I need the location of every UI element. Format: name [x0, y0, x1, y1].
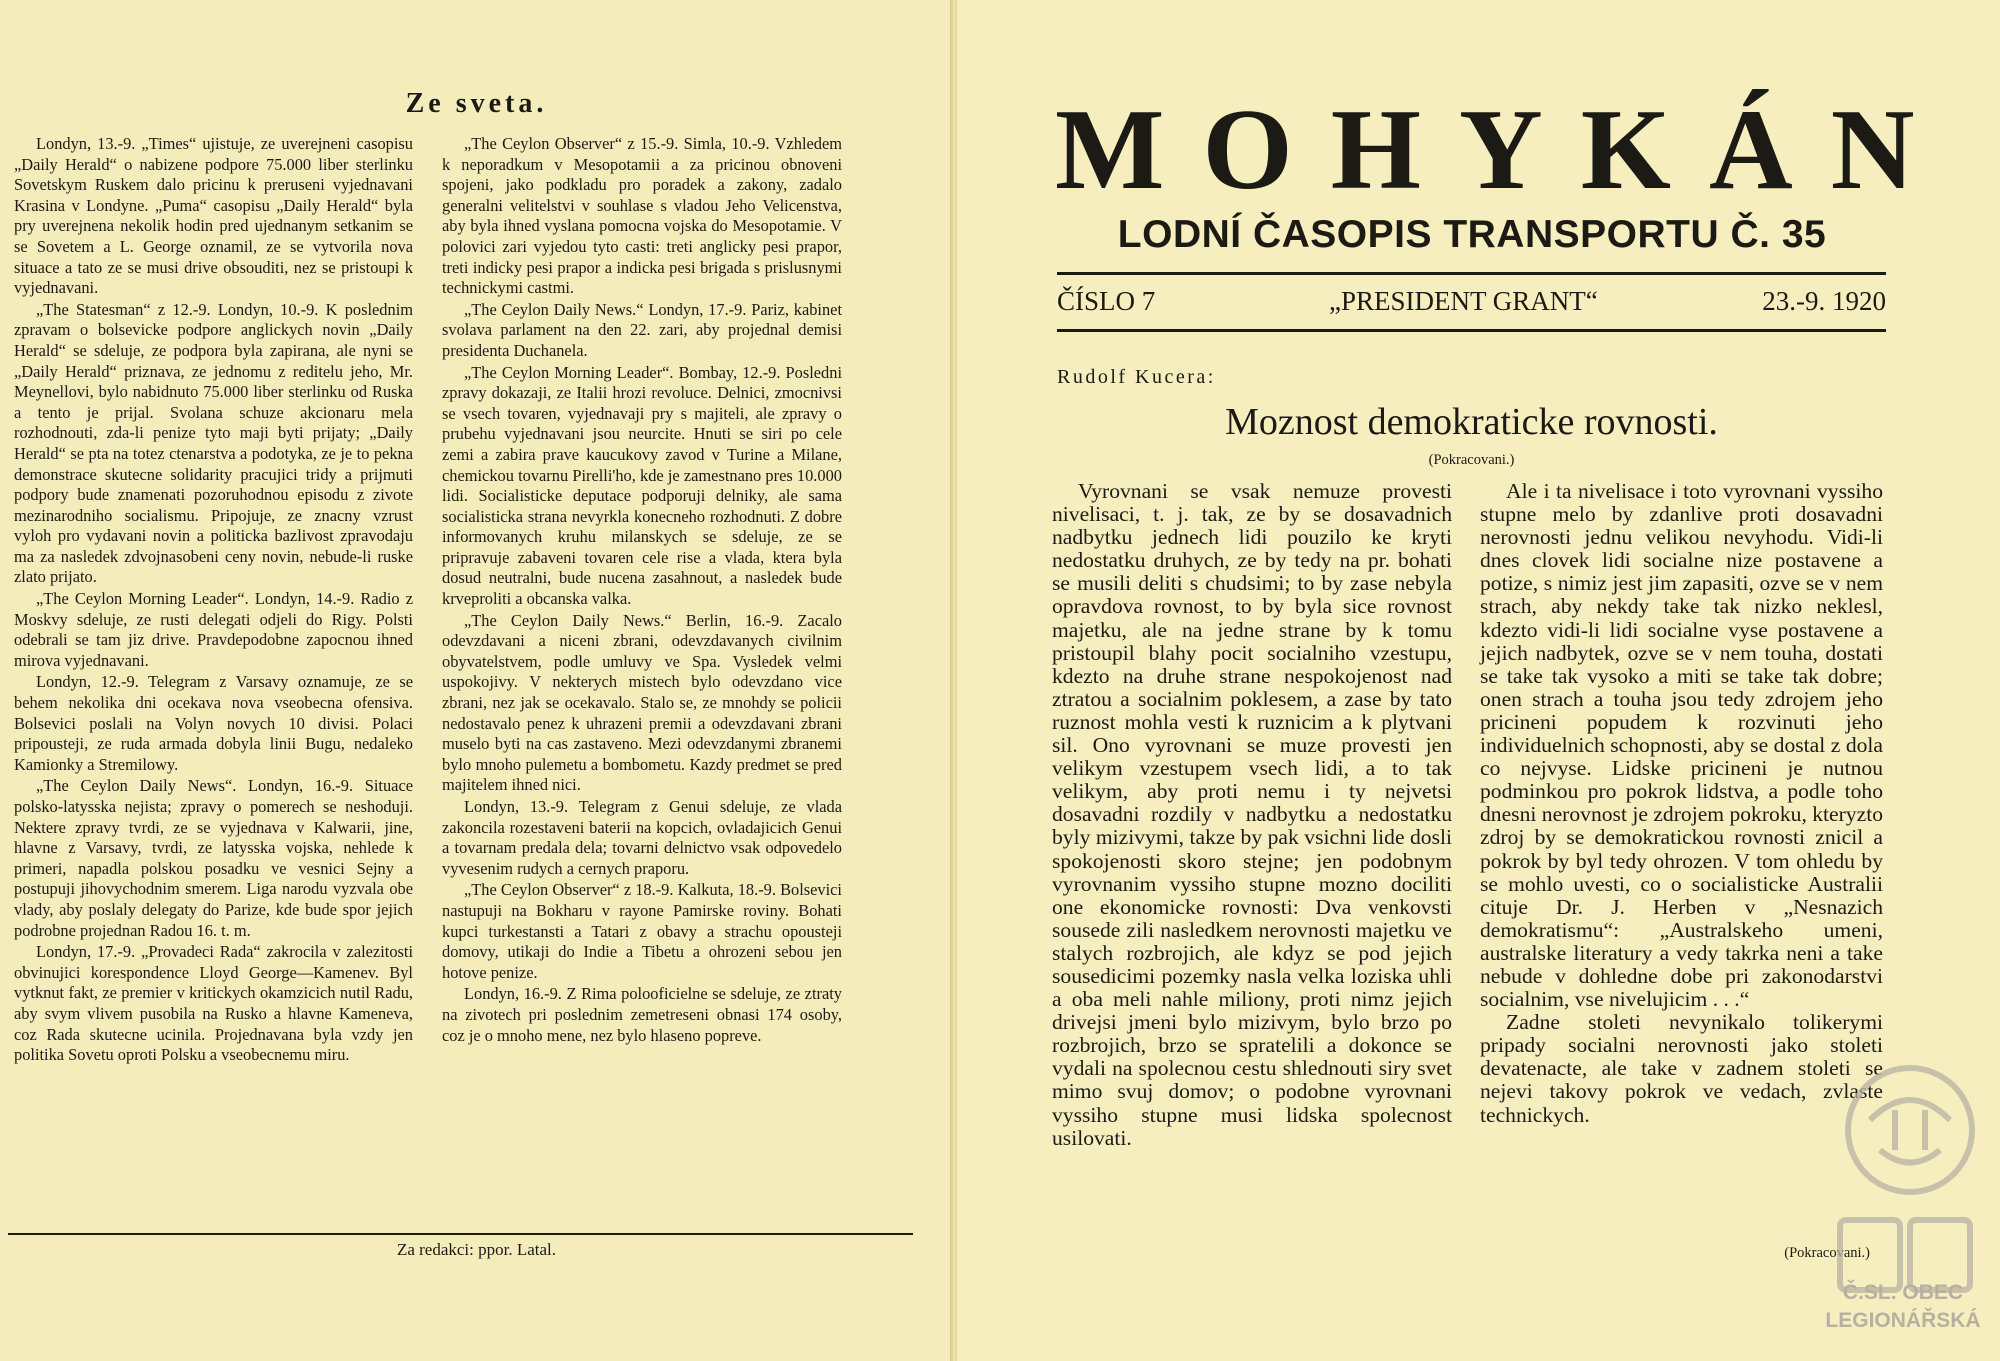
news-item: Londyn, 16.-9. Z Rima polooficielne se sdeluje, ze ztraty na zivotech pri poslednim zemetreseni obnasi 174 osoby, coz je o mnoho mene, nez bylo hlaseno popreve.	[442, 984, 842, 1045]
news-item: „The Ceylon Observer“ z 15.-9. Simla, 10.-9. Vzhledem k neporadkum v Mesopotamii a za pricinou obnoveni spojeni, jako podkladu pro poradek a zakony, zadalo generalni velitelstvi v souhlase s vladou Jeho Velicenstva, aby byla ihned vyslana pomocna vojska do Mesopotamie. V polovici zari vyjedou tyto casti: treti anglicky pesi prapor, treti indicky pesi prapor a indicka pesi brigada s prislusnymi technickymi castmi.	[442, 134, 842, 298]
article-title: Moznost demokraticke rovnosti.	[1225, 401, 1718, 443]
header-rule-bottom	[1057, 329, 1886, 332]
news-item: „The Ceylon Daily News.“ Londyn, 17.-9. Pariz, kabinet svolava parlament na den 22. zari, aby projednal demisi presidenta Duchanela.	[442, 299, 842, 360]
watermark-line-2: LEGIONÁŘSKÁ	[1825, 1309, 1981, 1332]
header-rule-top	[1057, 272, 1886, 275]
news-item: „The Ceylon Observer“ z 18.-9. Kalkuta, 18.-9. Bolsevici nastupuji na Bokharu v rayone Pamirske roviny. Bohati kupci turkestansti a Tatari z obavy a strachu opousteji domovy, utikaji do Indie a Tibetu a ohrozeni sebou jen hotove penize.	[442, 880, 842, 982]
article-paragraph: Vyrovnani se vsak nemuze provesti nivelisaci, t. j. tak, ze by se dosavadnich nadbytku jednech lidi pouzilo ke kryti nedostatku druhych, ze by tedy na pr. bohati se musili deliti s chudsimi; to by zase nebyla opravdova rovnost, to by byla sice rovnost majetku, ale na jedne strane by k tomu pristoupil blahy pocit socialniho vzestupu, kdezto na druhe strane nespokojenost nad ztratou a socialnim poklesem, a zase by tato ruznost mohla vesti k ruznicim a k plytvani sil. Ono vyrovnani se muze provesti jen velikym vzestupem vsech lidi, a to tak velikym, aby proti nemu i ty nejvetsi dosavadni rozdily v nadbytku a nedostatku byly mizivymi, takze by pak vsichni lide dosli spokojenosti skoro stejne; jen podobnym vyrovnanim vyssiho stupne mozno dociliti one ekonomicke rovnosti: Dva venkovsti sousede zili nasledkem nerovnosti majetku ve stalych rozbrojich, ale kdyz se pod jejich sousedicimi pozemky nasla velka loziska uhli a oba meli nahle miliony, proti nimz jejich drivejsi jmeni bylo mizivym, bylo brzo po rozbrojich, brzo se spratelili a dokonce se vydali na spolecnou cestu shlednouti siry svet mimo svuj domov; o podobne vyrovnani vyssiho stupne musi lidska spolecnost usilovati.	[1052, 479, 1452, 1150]
article-column-1	[1052, 480, 1452, 1150]
section-heading: Ze sveta.	[405, 88, 548, 119]
editor-credit: Za redakci: ppor. Latal.	[396, 1240, 557, 1259]
news-item: „The Ceylon Daily News.“ Berlin, 16.-9. Zacalo odevzdavani a niceni zbrani, odevzdavanych civilnim obyvatelstvem, podle umluvy ve Spa. Vysledek velmi uspokojivy. V nekterych mistech bylo odevzdano vice zbrani, nez jak se ocekavalo. Stalo se, ze mnohdy se policii nedostavalo penez k uhrazeni premii a odevzdavani zbrani muselo byti na cas zastaveno. Mezi odevzdanymi zbranemi bylo mnoho pulemetu a bombometu. Kazdy predmet se pred majitelem ihned nici.	[442, 610, 842, 795]
ship-name: „PRESIDENT GRANT“	[1329, 286, 1598, 316]
article-column-2	[1480, 480, 1883, 1127]
news-item: „The Ceylon Daily News“. Londyn, 16.-9. Situace polsko-latysska nejista; zpravy o pomerech se neshoduji. Nektere zpravy tvrdi, ze se vyjednava v Kalwarii, jine, hlavne z Varsavy, tvrdi, ze latysska vojska, nehlede k primeri, napadla polskou posadku ve vesnici Sejny a postupuji jihovychodnim smerem. Liga narodu vyzvala obe vlady, aby poslaly delegaty do Parize, kde bude spor jejich podrobne projednan Radou 16. t. m.	[14, 776, 413, 940]
article-paragraph: Ale i ta nivelisace i toto vyrovnani vyssiho stupne melo by zdanlive proti dosavadni nerovnosti jednu velikou nevyhodu. Vidi-li dnes clovek lidi socialne nize postavene a potize, s nimiz jest jim zapasiti, ozve se v nem strach, aby nekdy take tak nizko neklesl, kdezto vidi-li lidi socialne vyse postavene a jejich nadbytek, ozve se v nem touha, dostati se take tak vysoko a miti se take tak dobre; onen strach a touha jsou tedy zdrojem jeho pricineni popudem k rozvinuti jeho individuelnich schopnosti, aby se dostal z dola co nejvyse. Lidske pricineni je nutnou podminkou pro pokrok lidstva, a podle toho dnesni nerovnost je zdrojem pokroku, kteryzto zdroj by se demokratickou rovnosti znicil a pokrok by byl tedy ohrozen. V tom ohledu by se mohlo uvesti, co o socialisticke Australii cituje Dr. J. Herben v „Nesnazich demokratismu“: „Australskeho umeni, australske literatury a vedy takrka neni a take nebude v dohledne dobe pri zakonodarstvi socialnim, vse nivelujicim . . .“	[1480, 479, 1883, 1012]
masthead-title: MOHYKÁN	[1055, 86, 1953, 214]
news-item: „The Ceylon Morning Leader“. Londyn, 14.-9. Radio z Moskvy sdeluje, ze rusti delegati odjeli do Rigy. Polsti odebrali se tam jiz drive. Pravdepodobne zapocnou ihned mirova vyjednavani.	[14, 589, 413, 670]
watermark-line-1: Č.SL. OBEC	[1842, 1281, 1964, 1304]
news-item: Londyn, 12.-9. Telegram z Varsavy oznamuje, ze se behem nekolika dni ocekava nova vseobecna ofensiva. Bolsevici poslali na Volyn novych 10 divisi. Polaci pripousteji, ze ruda armada dobyla linii Bugu, nedaleko Kamionky a Stremilowy.	[14, 672, 413, 774]
article-author: Rudolf Kucera:	[1057, 366, 1216, 388]
left-page	[0, 0, 953, 1361]
news-item: Londyn, 13.-9. Telegram z Genui sdeluje, ze vlada zakoncila rozestaveni baterii na kopcich, ovladajicich Genui a tovarnam predala dela; tovarni delnictvo vsak odpovedelo vyvesenim rudych a cernych praporu.	[442, 797, 842, 878]
news-column-2	[442, 134, 842, 1047]
news-item: Londyn, 17.-9. „Provadeci Rada“ zakrocila v zalezitosti obvinujici korespondence Lloyd George—Kamenev. Byl vytknut fakt, ze premier v kritickych okamzicich nutil Radu, aby svym vlivem pusobila na Rusko a hlavne Kameneva, coz Rada skutecne ucinila. Projednavana byla vzdy jen politika Sovetu oproti Polsku a vseobecnemu miru.	[14, 942, 413, 1065]
news-item: „The Ceylon Morning Leader“. Bombay, 12.-9. Posledni zpravy dokazaji, ze Italii hrozi revoluce. Delnici, zmocnivsi se vsech tovaren, vyjednavaji pry s majiteli, ale zpravy o prubehu vyjednavani jsou neurcite. Hnuti se siri po cele zemi a zabira prave kaucukovy zavod v Turine a Milane, chemickou tovarnu Pirelli'ho, kde je zamestnano pres 10.000 lidi. Socialisticke deputace podporuji delniky, ale sama socialisticka strana nevyrkla konecneho rozhodnuti. Z dobre informovanych kruhu milanskych se sdeluje, ze se pripravuje zabaveni tovaren cele rise a vlada, ktera byla dosud neutralni, bude nucena zasahnout, a nasledek bude krveproliti a obcanska valka.	[442, 362, 842, 609]
bottom-rule	[8, 1233, 913, 1235]
news-item: Londyn, 13.-9. „Times“ ujistuje, ze uverejneni casopisu „Daily Herald“ o nabizene podpore 75.000 liber sterlinku Sovetskym Ruskem dalo pricinu k preruseni vyjednavani Krasina v Londyne. „Puma“ casopisu „Daily Herald“ byla pry uverejnena nekolik hodin pred ujednanym setkanim se se Sovetem a L. George oznamil, ze se vytvorila nova situace a tato ze se musi drive obsouditi, nez se pristoupi k vyjednavani.	[14, 134, 413, 298]
continued-note-end: (Pokracovani.)	[1784, 1245, 1870, 1261]
issue-number: ČÍSLO 7	[1057, 286, 1156, 316]
news-column-1	[14, 134, 413, 1067]
news-item: „The Statesman“ z 12.-9. Londyn, 10.-9. K poslednim zpravam o bolsevicke podpore anglickych novin „Daily Herald“ se sdeluje, ze podpora byla zapirana, ale nyni se „Daily Herald“ priznava, ze jednomu z reditelu jeho, Mr. Meynellovi, bylo nabidnuto 75.000 liber sterlinku od Ruska a tento je prijal. Svolana schuze akcionaru mela rozhodnouti, zda-li penize tyto maji byti prijaty; „Daily Herald“ se pta na totez ctenarstva a podotyka, ze je to pekna demonstrace skutecne solidarity pracujici tridy a prijmuti podpory bude znamenati pozoruhodnou episodu z zivote mezinarodniho socialismu. Pripojuje, ze znacny vzrust vyloh pro vydavani novin a politicka bazlivost zpravodaju ma za nasledek zdvojnasobeni ceny novin, nebude-li ruske zlato prijato.	[14, 299, 413, 587]
masthead-subtitle: LODNÍ ČASOPIS TRANSPORTU Č. 35	[1117, 213, 1827, 256]
article-paragraph: Zadne stoleti nevynikalo tolikerymi pripady socialni nerovnosti jako stoleti devatenacte, ale take v zadnem stoleti se nejevi takovy pokrok ve vedach, zvlaste technickych.	[1480, 1010, 1883, 1127]
issue-date: 23.-9. 1920	[1762, 286, 1886, 316]
continued-note: (Pokracovani.)	[1428, 452, 1515, 468]
